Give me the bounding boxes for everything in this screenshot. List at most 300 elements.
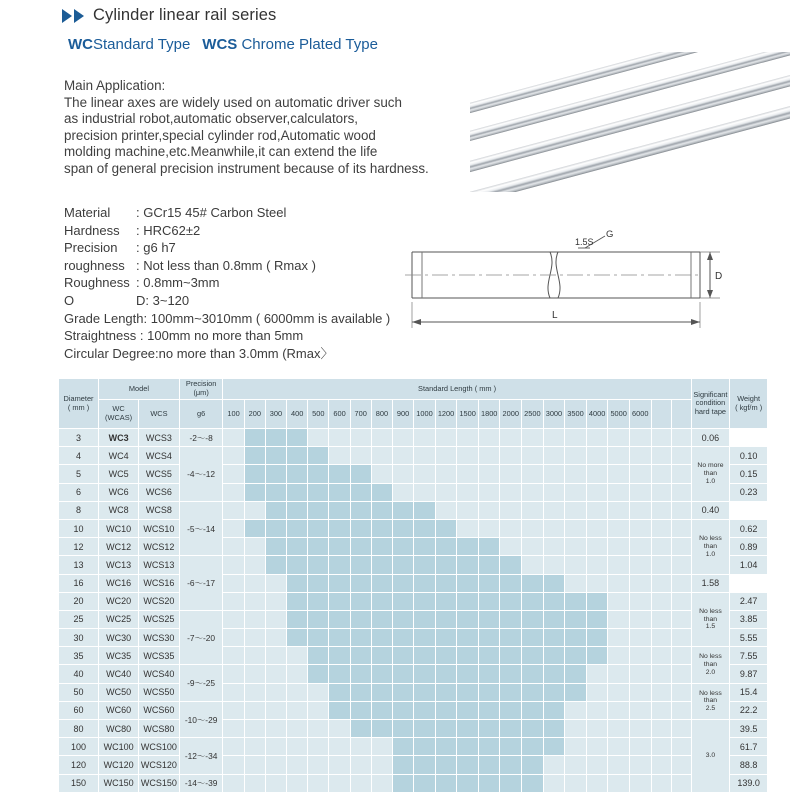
cell-length-empty: [651, 574, 671, 592]
cell-length-available: [414, 756, 436, 774]
cell-precision: -10～-29: [179, 701, 223, 737]
cell-model-wcs: WCS40: [139, 665, 180, 683]
cell-length-available: [457, 701, 479, 719]
cell-length-empty: [414, 429, 436, 447]
technical-drawing: [400, 228, 740, 340]
cell-length-empty: [244, 538, 265, 556]
cell-length-available: [522, 665, 544, 683]
cell-length-empty: [629, 647, 651, 665]
table-body: [59, 429, 768, 793]
cell-length-available: [565, 592, 587, 610]
cell-length-empty: [265, 574, 286, 592]
cell-length-empty: [671, 519, 691, 537]
cell-length-empty: [265, 774, 286, 792]
application-line: molding machine,etc.Meanwhile,it can extend the life: [64, 144, 378, 160]
spec-precision: Precision : g6 h7: [64, 240, 176, 256]
header-significant-l1: Significant: [693, 389, 728, 399]
cell-length-empty: [223, 610, 244, 628]
cell-length-available: [414, 629, 436, 647]
cell-length-empty: [244, 665, 265, 683]
header-length-100: 100: [223, 400, 244, 429]
cell-length-empty: [629, 538, 651, 556]
cell-length-empty: [565, 701, 587, 719]
header-length-700: 700: [350, 400, 371, 429]
cell-length-empty: [329, 738, 350, 756]
application-line: span of general precision instrument because of its hardness.: [64, 160, 429, 176]
cell-length-empty: [392, 447, 413, 465]
cell-length-empty: [522, 556, 544, 574]
cell-diameter: 100: [59, 738, 99, 756]
drawing-diameter-label: D: [715, 271, 723, 282]
cell-length-available: [371, 647, 392, 665]
cell-length-available: [287, 592, 308, 610]
cell-weight: 5.55: [730, 629, 768, 647]
cell-length-empty: [608, 683, 630, 701]
header-model: Model: [99, 379, 180, 400]
cell-precision: -2～-8: [179, 429, 223, 447]
cell-length-empty: [608, 447, 630, 465]
cell-length-empty: [608, 610, 630, 628]
cell-length-available: [329, 538, 350, 556]
cell-length-available: [500, 683, 522, 701]
main-application-heading: Main Application:: [64, 78, 166, 93]
cell-length-available: [350, 629, 371, 647]
cell-length-available: [478, 774, 500, 792]
cell-model-wc: WC40: [99, 665, 139, 683]
cell-length-empty: [629, 610, 651, 628]
cell-length-available: [414, 574, 436, 592]
cell-length-available: [522, 738, 544, 756]
cell-length-available: [522, 610, 544, 628]
cell-length-available: [329, 519, 350, 537]
cell-length-available: [543, 665, 565, 683]
cell-weight: 0.15: [730, 465, 768, 483]
cell-precision: -7～-20: [179, 610, 223, 665]
cell-length-available: [414, 538, 436, 556]
cell-length-empty: [651, 701, 671, 719]
cell-length-empty: [543, 447, 565, 465]
cell-length-available: [586, 610, 608, 628]
cell-length-available: [329, 701, 350, 719]
cell-length-empty: [522, 483, 544, 501]
cell-length-empty: [651, 610, 671, 628]
cell-length-empty: [350, 447, 371, 465]
cell-length-empty: [244, 501, 265, 519]
cell-length-empty: [671, 556, 691, 574]
cell-length-available: [392, 774, 413, 792]
cell-length-empty: [478, 519, 500, 537]
cell-length-empty: [608, 519, 630, 537]
cell-length-empty: [392, 429, 413, 447]
cell-length-available: [329, 592, 350, 610]
cell-length-available: [457, 756, 479, 774]
cell-length-empty: [629, 556, 651, 574]
table-row: [59, 774, 768, 792]
cell-length-available: [350, 483, 371, 501]
cell-length-empty: [671, 683, 691, 701]
cell-length-empty: [244, 756, 265, 774]
cell-significant-line: No less: [699, 607, 722, 615]
cell-length-empty: [671, 538, 691, 556]
page-title: Cylinder linear rail series: [93, 6, 277, 24]
cell-length-available: [287, 629, 308, 647]
cell-length-empty: [543, 483, 565, 501]
table-row: [59, 683, 768, 701]
cell-length-available: [308, 665, 329, 683]
cell-length-empty: [223, 556, 244, 574]
cell-length-empty: [329, 756, 350, 774]
cell-length-empty: [608, 465, 630, 483]
cell-model-wcs: WCS60: [139, 701, 180, 719]
cell-length-empty: [244, 774, 265, 792]
cell-length-empty: [500, 465, 522, 483]
cell-length-empty: [629, 519, 651, 537]
cell-length-empty: [651, 501, 671, 519]
table-row: [59, 519, 768, 537]
cell-length-empty: [435, 483, 457, 501]
cell-precision: -9～-25: [179, 665, 223, 701]
cell-weight: 0.06: [691, 429, 730, 447]
cell-length-empty: [457, 519, 479, 537]
wcs-code-label: WCS: [202, 36, 238, 53]
cell-length-available: [329, 665, 350, 683]
cell-diameter: 60: [59, 701, 99, 719]
cell-length-available: [329, 483, 350, 501]
table-row: [59, 574, 768, 592]
cell-length-available: [500, 774, 522, 792]
cell-length-empty: [586, 556, 608, 574]
cell-length-empty: [651, 756, 671, 774]
cell-length-empty: [329, 429, 350, 447]
cell-length-available: [392, 665, 413, 683]
cell-length-empty: [223, 738, 244, 756]
cell-length-empty: [500, 429, 522, 447]
cell-length-empty: [586, 447, 608, 465]
cell-length-available: [371, 538, 392, 556]
cell-significant-condition: [691, 647, 730, 683]
cell-length-available: [308, 592, 329, 610]
cell-length-available: [308, 574, 329, 592]
cell-length-empty: [522, 429, 544, 447]
cell-diameter: 4: [59, 447, 99, 465]
cell-length-available: [457, 629, 479, 647]
cell-length-available: [329, 629, 350, 647]
cell-length-available: [457, 647, 479, 665]
cell-significant-line: No less: [699, 653, 722, 661]
cell-length-empty: [287, 665, 308, 683]
cell-length-empty: [608, 756, 630, 774]
cell-weight: 1.04: [730, 556, 768, 574]
table-row: [59, 592, 768, 610]
spec-material: Material : GCr15 45# Carbon Steel: [64, 205, 287, 220]
cell-length-available: [478, 610, 500, 628]
cell-diameter: 80: [59, 720, 99, 738]
spec-roughness-range: Roughness : 0.8mm~3mm: [64, 275, 220, 291]
cell-length-empty: [586, 429, 608, 447]
drawing-length-label: L: [552, 310, 558, 321]
cell-diameter: 5: [59, 465, 99, 483]
cell-weight: 0.89: [730, 538, 768, 556]
cell-length-available: [392, 501, 413, 519]
header-length-6000: 6000: [629, 400, 651, 429]
cell-model-wcs: WCS25: [139, 610, 180, 628]
header-length-200: 200: [244, 400, 265, 429]
cell-model-wcs: WCS6: [139, 483, 180, 501]
cell-length-empty: [350, 429, 371, 447]
cell-length-empty: [629, 738, 651, 756]
cell-length-empty: [223, 683, 244, 701]
table-row: [59, 610, 768, 628]
cell-length-available: [265, 465, 286, 483]
cell-length-empty: [671, 429, 691, 447]
cell-length-empty: [671, 447, 691, 465]
cell-length-empty: [608, 720, 630, 738]
cell-length-empty: [223, 501, 244, 519]
cell-length-available: [435, 610, 457, 628]
cell-length-empty: [565, 774, 587, 792]
cell-length-empty: [651, 465, 671, 483]
cell-length-available: [543, 738, 565, 756]
header-model-wc-text: WC: [112, 404, 125, 414]
cell-length-available: [392, 629, 413, 647]
table-header: [59, 379, 768, 429]
cell-weight: 22.2: [730, 701, 768, 719]
cell-length-empty: [265, 647, 286, 665]
cell-length-available: [478, 665, 500, 683]
cell-length-empty: [671, 774, 691, 792]
header-length-2000: 2000: [500, 400, 522, 429]
cell-length-empty: [629, 665, 651, 683]
cell-precision: -5～-14: [179, 501, 223, 556]
specification-list: [64, 204, 390, 362]
cell-length-empty: [608, 556, 630, 574]
cell-length-empty: [608, 483, 630, 501]
cell-length-available: [287, 519, 308, 537]
cell-model-wcs: WCS3: [139, 429, 180, 447]
cell-length-empty: [371, 465, 392, 483]
cell-diameter: 120: [59, 756, 99, 774]
cell-length-empty: [629, 574, 651, 592]
cell-length-available: [350, 610, 371, 628]
cell-length-available: [414, 665, 436, 683]
cell-length-empty: [223, 647, 244, 665]
cell-significant-line: 2.0: [705, 668, 716, 676]
cell-length-empty: [629, 429, 651, 447]
cell-model-wc: WC25: [99, 610, 139, 628]
header-length-3000: 3000: [543, 400, 565, 429]
cell-weight: 0.40: [691, 501, 730, 519]
cell-length-available: [500, 592, 522, 610]
cell-length-available: [308, 610, 329, 628]
cell-length-empty: [671, 610, 691, 628]
cell-length-empty: [435, 501, 457, 519]
cell-length-empty: [586, 501, 608, 519]
cell-length-empty: [329, 447, 350, 465]
cell-length-available: [500, 647, 522, 665]
cell-length-available: [265, 429, 286, 447]
cell-length-available: [308, 538, 329, 556]
cell-length-empty: [671, 483, 691, 501]
header-diameter-unit: ( mm ): [67, 402, 90, 412]
cell-length-empty: [565, 756, 587, 774]
cell-length-available: [308, 647, 329, 665]
cell-length-available: [457, 538, 479, 556]
cell-length-available: [414, 592, 436, 610]
cell-length-empty: [608, 629, 630, 647]
header-model-wc: [99, 400, 139, 429]
cell-length-empty: [435, 447, 457, 465]
cell-diameter: 20: [59, 592, 99, 610]
cell-model-wcs: WCS8: [139, 501, 180, 519]
cell-precision: -4～-12: [179, 447, 223, 502]
cell-diameter: 30: [59, 629, 99, 647]
header-length-1000: 1000: [414, 400, 436, 429]
cell-length-available: [543, 720, 565, 738]
cell-length-available: [478, 738, 500, 756]
cell-length-empty: [414, 465, 436, 483]
spec-circular-degree: Circular Degree:no more than 3.0mm (Rmax〉: [64, 345, 334, 361]
table-row: [59, 665, 768, 683]
cell-length-empty: [651, 629, 671, 647]
cell-model-wc: WC80: [99, 720, 139, 738]
cell-length-empty: [223, 574, 244, 592]
cell-length-available: [414, 683, 436, 701]
cell-length-empty: [478, 447, 500, 465]
cell-length-available: [500, 756, 522, 774]
cell-length-available: [414, 501, 436, 519]
header-length-900: 900: [392, 400, 413, 429]
cell-model-wcs: WCS12: [139, 538, 180, 556]
cell-length-available: [457, 610, 479, 628]
cell-length-available: [371, 720, 392, 738]
cell-length-empty: [265, 738, 286, 756]
cell-length-empty: [244, 647, 265, 665]
cell-length-available: [414, 738, 436, 756]
cell-length-available: [543, 592, 565, 610]
cell-length-empty: [265, 592, 286, 610]
cell-length-available: [329, 647, 350, 665]
cell-length-empty: [608, 774, 630, 792]
cell-length-empty: [651, 683, 671, 701]
cell-length-available: [543, 647, 565, 665]
cell-length-available: [308, 447, 329, 465]
cell-length-empty: [350, 738, 371, 756]
cell-length-empty: [543, 465, 565, 483]
cell-length-empty: [371, 774, 392, 792]
cell-length-empty: [308, 774, 329, 792]
cell-length-empty: [223, 774, 244, 792]
cell-length-empty: [543, 501, 565, 519]
cell-length-available: [392, 519, 413, 537]
cell-length-empty: [392, 465, 413, 483]
cell-length-available: [543, 629, 565, 647]
cell-weight: 15.4: [730, 683, 768, 701]
cell-length-empty: [287, 774, 308, 792]
cell-length-empty: [586, 483, 608, 501]
cell-length-available: [435, 774, 457, 792]
table-header-row-bottom: [59, 400, 768, 429]
header-precision-unit: (μm): [193, 388, 209, 397]
cell-model-wc: WC35: [99, 647, 139, 665]
cell-length-available: [392, 683, 413, 701]
table-row: [59, 701, 768, 719]
cell-length-empty: [565, 501, 587, 519]
cell-length-available: [287, 483, 308, 501]
table-row: [59, 483, 768, 501]
cell-diameter: 12: [59, 538, 99, 556]
cell-length-empty: [478, 429, 500, 447]
cell-length-available: [350, 538, 371, 556]
cell-length-empty: [308, 701, 329, 719]
cell-length-empty: [651, 556, 671, 574]
cell-length-available: [435, 574, 457, 592]
header-length-400: 400: [287, 400, 308, 429]
cell-diameter: 3: [59, 429, 99, 447]
cell-model-wc: WC12: [99, 538, 139, 556]
wcs-type-label: Chrome Plated Type: [241, 36, 378, 53]
cell-weight: 0.23: [730, 483, 768, 501]
cell-length-available: [287, 610, 308, 628]
table-row: [59, 465, 768, 483]
cell-length-empty: [671, 701, 691, 719]
cell-length-empty: [586, 574, 608, 592]
cell-length-empty: [287, 756, 308, 774]
header-precision: [179, 379, 223, 400]
specification-table-container: [58, 378, 768, 793]
cell-length-empty: [371, 429, 392, 447]
drawing-grade-mark-label: G: [606, 229, 614, 240]
cell-length-empty: [565, 447, 587, 465]
cell-length-available: [371, 629, 392, 647]
cell-length-empty: [586, 519, 608, 537]
cell-length-available: [500, 610, 522, 628]
cell-length-available: [522, 592, 544, 610]
cell-length-empty: [522, 519, 544, 537]
cell-length-empty: [500, 447, 522, 465]
cell-length-empty: [244, 738, 265, 756]
table-header-row-top: [59, 379, 768, 400]
cell-length-empty: [265, 683, 286, 701]
cell-length-empty: [629, 720, 651, 738]
application-line: precision printer,special cylinder rod,Automatic wood: [64, 127, 376, 143]
cell-length-available: [500, 629, 522, 647]
cell-length-empty: [223, 465, 244, 483]
cell-length-available: [500, 665, 522, 683]
header-length-3500: 3500: [565, 400, 587, 429]
cell-weight: 9.87: [730, 665, 768, 683]
cell-length-empty: [457, 501, 479, 519]
cell-length-empty: [287, 720, 308, 738]
cell-length-available: [522, 701, 544, 719]
cell-length-empty: [565, 519, 587, 537]
cell-length-empty: [651, 483, 671, 501]
cell-length-available: [329, 574, 350, 592]
cell-length-empty: [629, 629, 651, 647]
cell-length-available: [371, 483, 392, 501]
cell-length-empty: [586, 538, 608, 556]
cell-length-empty: [414, 447, 436, 465]
table-row: [59, 501, 768, 519]
cell-diameter: 35: [59, 647, 99, 665]
cell-length-empty: [671, 665, 691, 683]
cell-length-empty: [500, 519, 522, 537]
cell-length-available: [414, 701, 436, 719]
cell-length-available: [435, 592, 457, 610]
cell-length-empty: [629, 483, 651, 501]
cell-length-available: [565, 610, 587, 628]
cell-length-available: [478, 683, 500, 701]
cell-length-available: [308, 501, 329, 519]
